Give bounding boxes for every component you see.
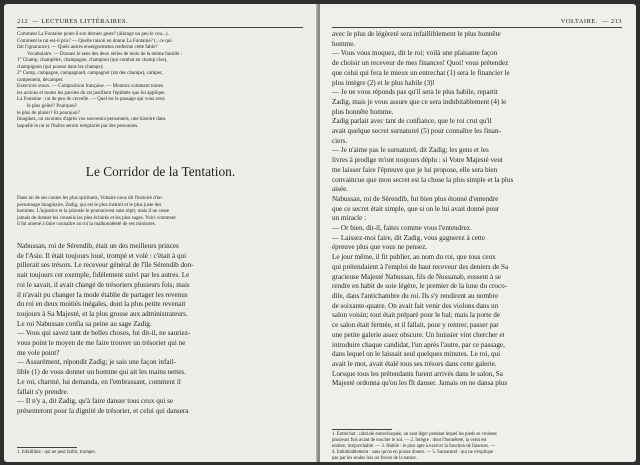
body-line: il n'avait pu changer la mode établie de partager les revenus [17,290,188,299]
left-page-number: 212 [17,18,29,25]
body-line: qui prétendaient à l'emploi de haut receveur des deniers de Sa [332,262,509,271]
exercise-line: Vocabulaire. — Donnez le sens des deux séries de mots de la même famille : [27,50,183,57]
right-footnotes [332,432,624,462]
intro-line: jamais de donner les conseils les plus éclairés et les plus sages. Voici comment [17,214,176,221]
exercise-line: le plus goûté? Pourquoi? [27,103,78,110]
footnote-line: entière, irréprochable. — 3. Habile : le plus apte à exercer la fonction de finances. — [332,444,496,450]
exercise-line: La Fontaine : rat de peu de cervelle. — Quel est le passage qui vous avez [17,96,165,103]
body-line: rendre en habit de soie légère, le premier de la lune du croco- [332,282,508,291]
body-line: dans lequel on le laissait seul quelques minutes. Le roi, qui [332,350,501,359]
exercise-line: les actions et toutes les paroles du rat justifient l'épithète que lui applique [17,89,165,96]
body-line: — Je ne vous réponds pas qu'il sera le plus habile, repartit [332,88,498,97]
exercise-line: Imaginez, ou racontez d'après vos souvenirs personnels, une histoire dans [17,116,166,123]
body-line: que celui qui fera le mieux un entrechat (1) sera le financier le [332,68,510,77]
right-page [320,4,636,462]
body-line: me laisser faire l'épreuve que je lui propose, elle sera bien [332,165,498,174]
exercise-line: laquelle le rat et l'huître seront remplacés par des personnes. [17,122,139,129]
body-line: plus intègre (2) et le plus habile (3)! [332,78,435,87]
body-line: Majesté ordonna qu'on les fît danser. Jamais on ne dansa plus [332,379,508,388]
body-line: toujours à Sa Majesté, et la plus grosse aux administrateurs. [17,309,188,318]
body-line: convaincue que mon secret est la chose la plus simple et la plus [332,175,514,184]
body-line: plus honnête homme. [332,107,394,116]
exercise-line: Comment La Fontaine peint-il son dernier geste? (allonge un peu le cou...). [17,31,169,37]
body-line: ciers. [332,136,348,145]
intro-line: il fut amené à faire connaître au roi la malhonnêteté de ses ministres. [17,221,156,228]
body-line: ce salon était fermée, et il fallait, pour y rentrer, passer par [332,321,499,330]
body-line: que ce secret était simple, que si on le lui avait donné pour [332,204,500,213]
body-line: du roi en deux moitiés inégales, dont la plus petite revenait [17,300,186,309]
body-line: pillerait ses trésors. Le receveur général de l'île Sérendib don- [17,261,194,270]
exercise-line: fait l'ignorance). — Quels autres enseignements renferme cette fable? [17,44,158,51]
body-line: un miracle : [332,214,367,223]
exercise-line: Exercices oraux. — Composition française. — Montrez comment toutes [17,83,164,90]
body-line: — Assurément, répondit Zadig; je sais une façon infail- [17,358,176,367]
footnote-line: 1. Entrechat : cabriole entrechoquée, un saut léger pendant lequel les pieds se croisent [332,432,497,437]
body-line: — Vous vous moquez, dit le roi; voilà une plaisante façon [332,49,498,58]
body-line: salon voisin; tout était préparé pour le bal; mais la porte de [332,311,500,320]
body-line: Zadig parlait avec tant de confiance, que le roi crut qu'il [332,117,492,126]
body-line: vous point le moyen de me faire trouver un trésorier qui ne [17,339,186,348]
right-page-number: 213 [610,18,622,25]
right-running-title: VOLTAIRE. [560,18,598,25]
exercise-line: Comment le rat est-il pris? — Quelle raison en donne La Fontaine? (...ce qui [17,37,172,44]
left-footnote-rule [17,447,77,448]
body-line: roi le savait, il avait changé de trésoriers plusieurs fois; mais [17,280,190,289]
body-line: — Il n'y a, dit Zadig, qu'à faire danser tous ceux qui se [17,397,174,406]
left-page [4,4,317,462]
left-body-text [17,242,305,417]
body-line: — Vous qui savez tant de belles choses, lui dit-il, ne sauriez- [17,329,191,338]
body-line: épreuve plus que vous ne pensez. [332,243,428,252]
footnote-line: plusieurs fois avant de toucher le sol. — 2. Intègre : dont l'honnêteté, la vertu est [332,438,487,444]
left-footnote: 1. Infaillible : qui ne peut faillir, tromper. [17,450,96,455]
body-line: présenteront pour la dignité de trésorier, et celui qui dansera [17,406,189,415]
body-line: avait quelque secret surnaturel (5) pour connaître les finan- [332,127,501,136]
left-head-rule [17,27,303,28]
intro-line: personnage imaginaire, Zadig, qui est le plus instruit et le plus juste des [17,201,162,208]
exercise-line: le plus de plaisir? Et pourquoi? [17,109,80,116]
body-line: de l'Asie. Il était toujours loué, trompé et volé : c'était à qui [17,251,187,260]
body-line: — Je n'aime pas le surnaturel, dit Zadig; les gens et les [332,146,489,155]
exercise-line: champignon (qui pousse dans les champs); [17,63,104,70]
footnote-line: pas par les seules lois ou forces de la nature. [332,456,417,462]
exercise-line: 1° Champ, champêtre, champagne, champion (qui combat en champ clos), [17,57,168,64]
body-line: dile, dans l'antichambre du roi. Ils s'y rendirent au nombre [332,291,499,300]
body-line: de choisir un receveur de mes finances! Quoi! vous prétendez [332,59,509,68]
body-line: Nabussan, roi de Sérendib, était un des meilleurs princes [17,242,179,250]
body-line: Le roi, charmé, lui demanda, en l'embrassant, comment il [17,377,181,386]
body-line: — Or bien, dit-il, faites comme vous l'entendrez. [332,224,472,233]
body-line: gracieuse Majesté Nabussan, fils de Nussanab, eussent à se [332,272,501,281]
exercise-line: 2° Camp, campagne, campagnard, campagnol (rat des champs), camper, [17,70,163,77]
chapter-title: Le Corridor de la Tentation. [85,164,236,179]
body-line: homme. [332,39,356,48]
intro-line: hommes. L'injustice et la jalousie le poursuivent sans répit; mais il ne cesse [17,208,170,215]
body-line: Lorsque tous les prétendants furent arrivés dans le salon, Sa [332,369,503,378]
exercise-line: campement, décamper. [17,76,64,83]
right-running-head: VOLTAIRE. — 213 [560,18,622,25]
body-line: Nabussan, roi de Sérendib, fut bien plus étonné d'entendre [332,194,499,203]
body-line: une petite galerie assez obscure. Un huissier vint chercher et [332,330,505,339]
body-line: Le roi Nabussan confia sa peine au sage Zadig. [17,319,152,328]
body-line: de soixante-quatre. On avait fait venir des violons dans un [332,301,499,310]
body-line: avait le mot, avait étalé tous ses trésors dans cette galerie. [332,359,497,368]
left-running-head: 212 — LECTURES LITTÉRAIRES. [17,18,129,25]
right-footnote-rule [332,429,392,430]
intro-line: Dans un de ses contes les plus spirituels, Voltaire nous dit l'histoire d'un [17,195,162,201]
body-line: Zadig, mais je vous assure que ce sera indubitablement (4) le [332,97,507,106]
right-body-text [332,30,623,389]
body-line: nait toujours cet exemple, fidèlement suivi par les autres. Le [17,271,190,280]
chapter-intro [17,195,303,228]
body-line: aisée. [332,185,349,194]
right-head-rule [332,27,622,28]
body-line: lible (1) de vous donner un homme qui ait les mains nettes. [17,368,186,377]
body-line: — Laissez-moi faire, dit Zadig, vous gagnerez à cette [332,233,486,242]
footnote-line: 4. Indubitablement : sans qu'on en puisse douter. — 5. Surnaturel : qui ne s'explique [332,450,494,456]
body-line: Le jour même, il fit publier, au nom du roi, que tous ceux [332,253,496,262]
exercise-section [17,31,303,129]
body-line: me vole point? [17,348,60,357]
body-line: introduire chaque candidat, l'un après l'autre, par ce passage, [332,340,505,349]
body-line: fallait s'y prendre. [17,387,69,396]
body-line: livres à prodige m'ont toujours déplu : si Votre Majesté veut [332,156,503,165]
left-running-title: LECTURES LITTÉRAIRES. [41,18,129,25]
body-line: avec le plus de légèreté sera infailliblement le plus honnête [332,30,501,38]
